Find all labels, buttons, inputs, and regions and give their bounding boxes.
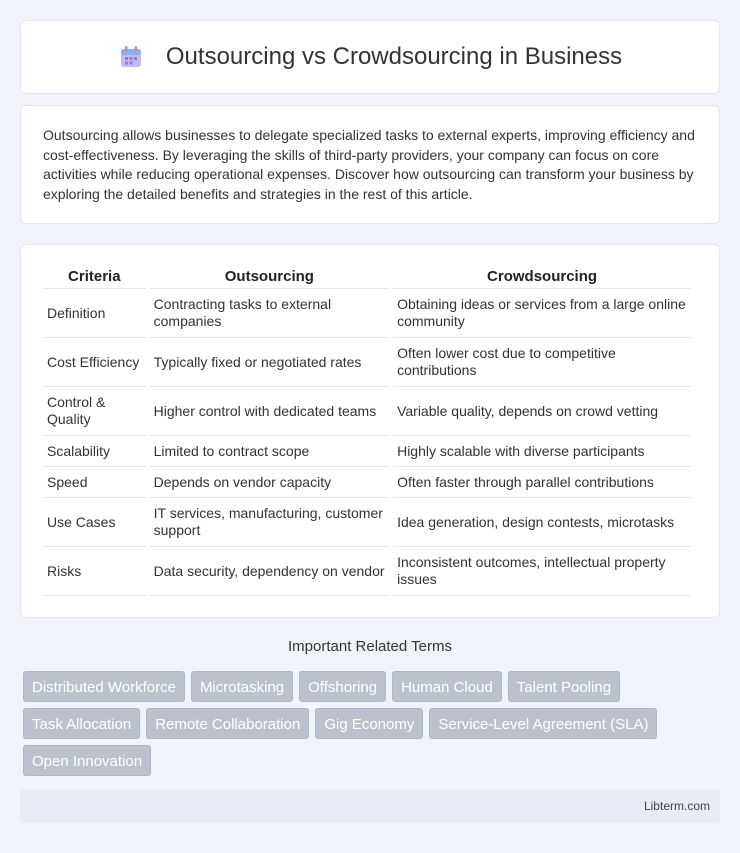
intro-paragraph: Outsourcing allows businesses to delegate specialized tasks to external experts, improving efficiency and cost-effectiveness. By leveraging the skills of third-party providers, your company can focus on core activities while reducing operational expenses. Discover how outsourcing can transform your business by exploring the detailed benefits and strategies in the rest of this article. [43,127,695,202]
table-cell: Cost Efficiency [43,338,146,387]
related-terms-title: Important Related Terms [288,638,452,655]
table-row [43,387,691,436]
table-cell: Typically fixed or negotiated rates [150,338,389,387]
table-row [43,338,691,387]
table-row [43,436,691,467]
table-cell: Control & Quality [43,387,146,436]
table-cell: Depends on vendor capacity [150,467,389,498]
comparison-table [39,265,695,596]
table-cell: Use Cases [43,498,146,547]
intro-card [20,105,720,224]
table-row [43,467,691,498]
header-crowdsourcing: Crowdsourcing [393,265,691,289]
calendar-icon [118,44,144,70]
tag-offshoring[interactable]: Offshoring [299,671,386,702]
table-row [43,547,691,596]
tag-service-level-agreement[interactable]: Service-Level Agreement (SLA) [429,708,657,739]
table-header-row [43,265,691,289]
table-cell: Often lower cost due to competitive contributions [393,338,691,387]
table-cell: Idea generation, design contests, microtasks [393,498,691,547]
tag-gig-economy[interactable]: Gig Economy [315,708,423,739]
table-cell: Higher control with dedicated teams [150,387,389,436]
header-card [20,20,720,94]
tag-task-allocation[interactable]: Task Allocation [23,708,140,739]
table-cell: Data security, dependency on vendor [150,547,389,596]
table-cell: Definition [43,289,146,338]
table-cell: Speed [43,467,146,498]
header-outsourcing: Outsourcing [150,265,389,289]
table-cell: Often faster through parallel contributions [393,467,691,498]
tag-human-cloud[interactable]: Human Cloud [392,671,502,702]
table-cell: Variable quality, depends on crowd vetting [393,387,691,436]
table-cell: Obtaining ideas or services from a large online community [393,289,691,338]
table-cell: IT services, manufacturing, customer support [150,498,389,547]
header-criteria: Criteria [43,265,146,289]
table-cell: Limited to contract scope [150,436,389,467]
tag-distributed-workforce[interactable]: Distributed Workforce [23,671,185,702]
footer [20,790,720,823]
table-row [43,498,691,547]
tag-remote-collaboration[interactable]: Remote Collaboration [146,708,309,739]
table-cell: Risks [43,547,146,596]
table-cell: Highly scalable with diverse participants [393,436,691,467]
tag-open-innovation[interactable]: Open Innovation [23,745,151,776]
table-cell: Contracting tasks to external companies [150,289,389,338]
related-terms-list [23,671,723,782]
tag-talent-pooling[interactable]: Talent Pooling [508,671,620,702]
table-row [43,289,691,338]
footer-site-link[interactable]: Libterm.com [643,799,710,813]
table-cell: Scalability [43,436,146,467]
table-cell: Inconsistent outcomes, intellectual property issues [393,547,691,596]
comparison-table-card [20,244,720,618]
tag-microtasking[interactable]: Microtasking [191,671,293,702]
page-title: Outsourcing vs Crowdsourcing in Business [165,43,623,70]
